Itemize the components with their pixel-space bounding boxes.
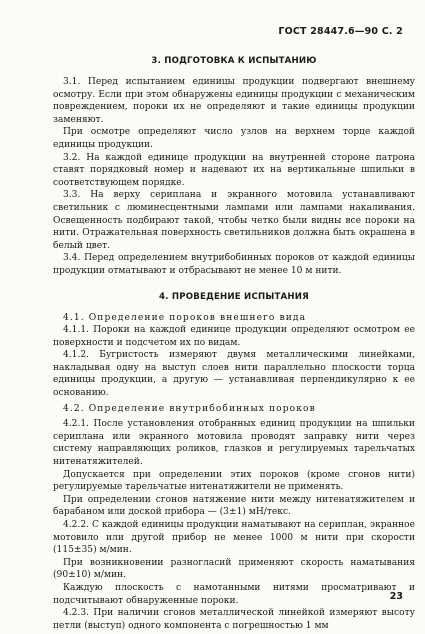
paragraph-4-2-1: 4.2.1. После установления отобранных единиц продукции на шпильки сериплана или экранного мотовила проводят заправку нити через систему направляющих роликов, глазков и регулируемых тарельчатых нитенатяжителей. (53, 419, 415, 468)
document-body (53, 46, 415, 632)
paragraph-3-3: 3.3. На верху сериплана и экранного мотовила устанавливают светильник с люминесцентными лампами или лампами накаливания. Освещенность подбирают такой, чтобы четко были видны все пороки на нити. Отражательная поверхность светильников должна быть окрашена в белый цвет. (53, 190, 415, 251)
paragraph-4-2-2-note-b: Каждую плоскость с намотанными нитями просматривают и подсчитывают обнаруженные пороки. (53, 582, 415, 606)
paragraph-3-1: 3.1. Перед испытанием единицы продукции подвергают внешнему осмотру. Если при этом обнаружены единицы продукции с механическим повреждением, пороки их не определяют и такие единицы продукции заменяют. (53, 77, 415, 125)
section-3-title: 3. ПОДГОТОВКА К ИСПЫТАНИЮ (151, 56, 317, 66)
page-number: 23 (389, 591, 403, 602)
section-4-title: 4. ПРОВЕДЕНИЕ ИСПЫТАНИЯ (159, 291, 309, 302)
paragraph-4-1-1: 4.1.1. Пороки на каждой единице продукции определяют осмотром ее поверхности и подсчетом их по видам. (53, 325, 415, 348)
page-header: ГОСТ 28447.6—90 С. 2 (278, 26, 403, 37)
paragraph-3-1-note: При осмотре определяют число узлов на верхнем торце каждой единицы продукции. (53, 127, 415, 150)
paragraph-4-2-2-note-a: При возникновении разногласий применяют скорость наматывания (90±10) м/мин. (53, 557, 415, 581)
paragraph-4-2-3: 4.2.3. При наличии сгонов металлической линейкой измеряют высоту петли (выступ) одного компонента с погрешностью 1 мм (53, 608, 415, 631)
paragraph-4-2-1-note-b: При определении сгонов натяжение нити между нитенатяжителем и барабаном или доской прибора — (3±1) мН/текс. (53, 494, 415, 518)
paragraph-4-2-1-note-a: Допускается при определении этих пороков (кроме сгонов нити) регулируемые тарельчатые нитенатяжители не применять. (53, 469, 415, 493)
paragraph-4-1: 4.1. Определение пороков внешнего вида (63, 312, 307, 323)
paragraph-4-2: 4.2. Определение внутрибобинных пороков (63, 403, 316, 414)
paragraph-3-2: 3.2. На каждой единице продукции на внутренней стороне патрона ставят порядковый номер и надевают их на вертикальные шпильки в соответствующем порядке. (53, 152, 415, 188)
paragraph-4-1-2: 4.1.2. Бугристость измеряют двумя металлическими линейками, накладывая одну на выступ слоев нити параллельно плоскости торца единицы продукции, а другую — устанавливая перпендикулярно к ее основанию. (53, 350, 415, 399)
paragraph-3-4: 3.4. Перед определением внутрибобинных пороков от каждой единицы продукции отматывают и отбрасывают не менее 10 м нити. (53, 253, 415, 276)
paragraph-4-2-2: 4.2.2. С каждой единицы продукции наматывают на сериплан, экранное мотовило или другой прибор не менее 1000 м нити при скорости (115±35) м/мин. (53, 520, 415, 556)
